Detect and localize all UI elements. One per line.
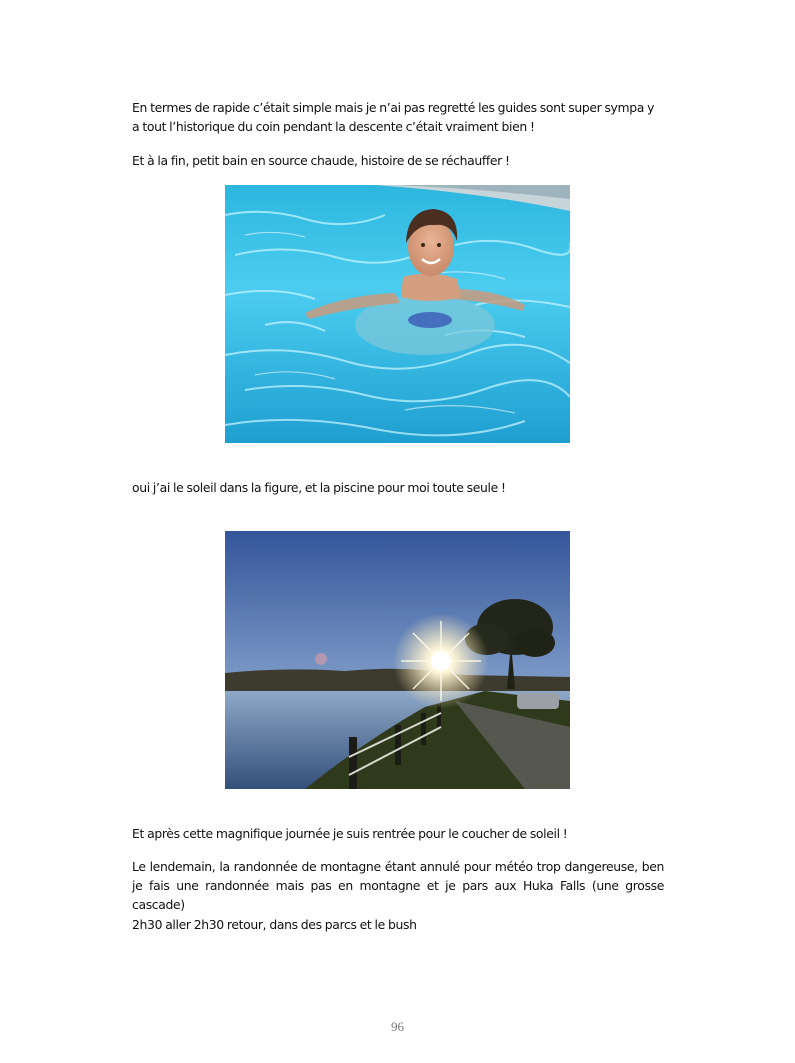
- page-number: 96: [391, 1019, 404, 1034]
- paragraph-hike-duration: 2h30 aller 2h30 retour, dans des parcs et le bush: [132, 917, 417, 932]
- paragraph-rafting: En termes de rapide c’était simple mais je n’ai pas regretté les guides sont super sympa y a tout l’historique du coin pendant la descente c’était vraiment bien !: [132, 100, 655, 134]
- sunset-photo: [225, 531, 570, 789]
- paragraph-sunset: Et après cette magnifique journée je suis rentrée pour le coucher de soleil !: [132, 826, 568, 841]
- paragraph-huka-falls: Le lendemain, la randonnée de montagne étant annulé pour météo trop dangereuse, ben je fais une randonnée mais pas en montagne et je pars aux Huka Falls (une grosse cascade): [132, 859, 664, 912]
- paragraph-hot-spring: Et à la fin, petit bain en source chaude, histoire de se réchauffer !: [132, 153, 510, 168]
- paragraph-sun-pool: oui j’ai le soleil dans la figure, et la piscine pour moi toute seule !: [132, 480, 506, 495]
- pool-photo: [225, 185, 570, 443]
